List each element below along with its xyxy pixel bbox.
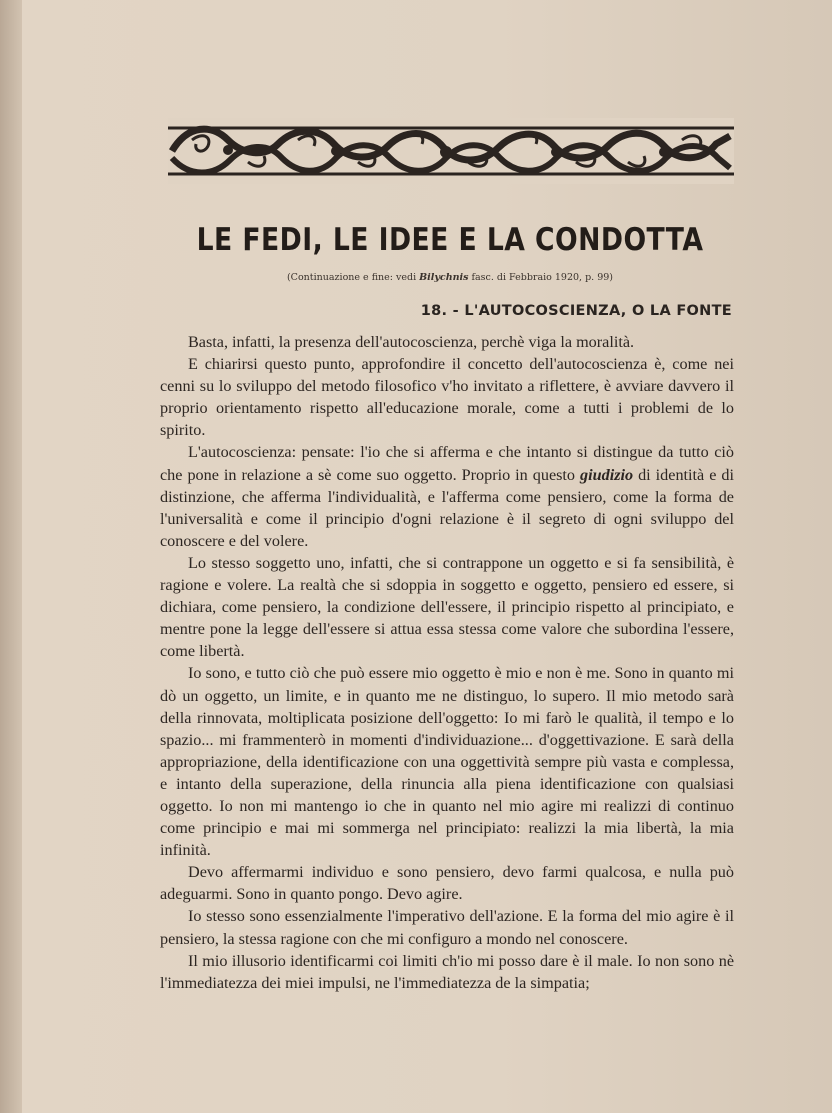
binding-edge [0, 0, 22, 1113]
paragraph: Devo affermarmi individuo e sono pensiero, devo farmi qualcosa, e nulla può adeguarmi. Sono in quanto pongo. Devo agire. [160, 863, 734, 904]
paragraph [160, 441, 734, 551]
paragraph-text: L'autocoscienza: pensate: l'io che si afferma e che intanto si distingue da tutto ciò che pone in relazione a sè come suo oggetto. Proprio in questo [160, 443, 734, 484]
continuation-note-suffix: fasc. di Febbraio 1920, p. 99) [468, 272, 614, 283]
section-heading: 18. - L'AUTOCOSCIENZA, O LA FONTE [420, 303, 732, 319]
paragraph: Lo stesso soggetto uno, infatti, che si contrappone un oggetto e si fa sensibilità, è ragione e volere. La realtà che si sdoppia in soggetto e oggetto, pensiero ed essere, si dichiara, come pensiero, la condizione dell'essere, il principio rispetto al principiato, e mentre pone la legge dell'essere si attua essa stessa come valore che subordina l'essere, come libertà. [160, 553, 734, 661]
paragraph-text: di identità e di distinzione, che afferma l'individualità, e l'afferma come pensiero, come la forma de l'universalità e come il principio d'ogni relazione è il segreto di ogni sviluppo del conoscere e del volere. [160, 465, 734, 550]
continuation-note [150, 272, 750, 283]
decorative-ornament-band [168, 118, 734, 184]
journal-name: Bilychnis [419, 272, 469, 283]
paragraph: E chiarirsi questo punto, approfondire il concetto dell'autocoscienza è, come nei cenni su lo sviluppo del metodo filosofico v'ho invitato a riflettere, è avviare davvero il proprio orientamento rispetto all'educazione morale, come a tutti i problemi de lo spirito. [160, 355, 734, 440]
article-title: LE FEDI, LE IDEE E LA CONDOTTA [196, 222, 704, 258]
paragraph: Basta, infatti, la presenza dell'autocoscienza, perchè viga la moralità. [188, 333, 635, 351]
continuation-note-prefix: (Continuazione e fine: vedi [286, 272, 420, 283]
paragraph: Io sono, e tutto ciò che può essere mio oggetto è mio e non è me. Sono in quanto mi dò un oggetto, un limite, e in quanto me ne distinguo, lo supero. Il mio metodo sarà della rinnovata, moltiplicata posizione dell'oggetto: Io mi farò le qualità, il tempo e lo spazio... mi frammenterò in momenti d'individuazione... d'oggettivazione. E sarà della appropriazione, della identificazione con una oggettività sempre più vasta e complessa, e intanto della superazione, della rinuncia alla piena identificazione con qualsiasi oggetto. Io non mi mantengo io che in quanto nel mio agire mi realizzi di continuo come principio e mai mi sommerga nel principiato: realizzi la mia libertà, la mia infinità. [160, 664, 734, 860]
article-body [160, 331, 734, 994]
emphasized-word: giudizio [580, 465, 634, 484]
paragraph: Io stesso sono essenzialmente l'imperativo dell'azione. E la forma del mio agire è il pensiero, la stessa ragione con che mi configuro a mondo nel conoscere. [160, 907, 734, 948]
paragraph: Il mio illusorio identificarmi coi limiti ch'io mi posso dare è il male. Io non sono nè l'immediatezza dei miei impulsi, ne l'immediatezza de la simpatia; [160, 951, 734, 992]
